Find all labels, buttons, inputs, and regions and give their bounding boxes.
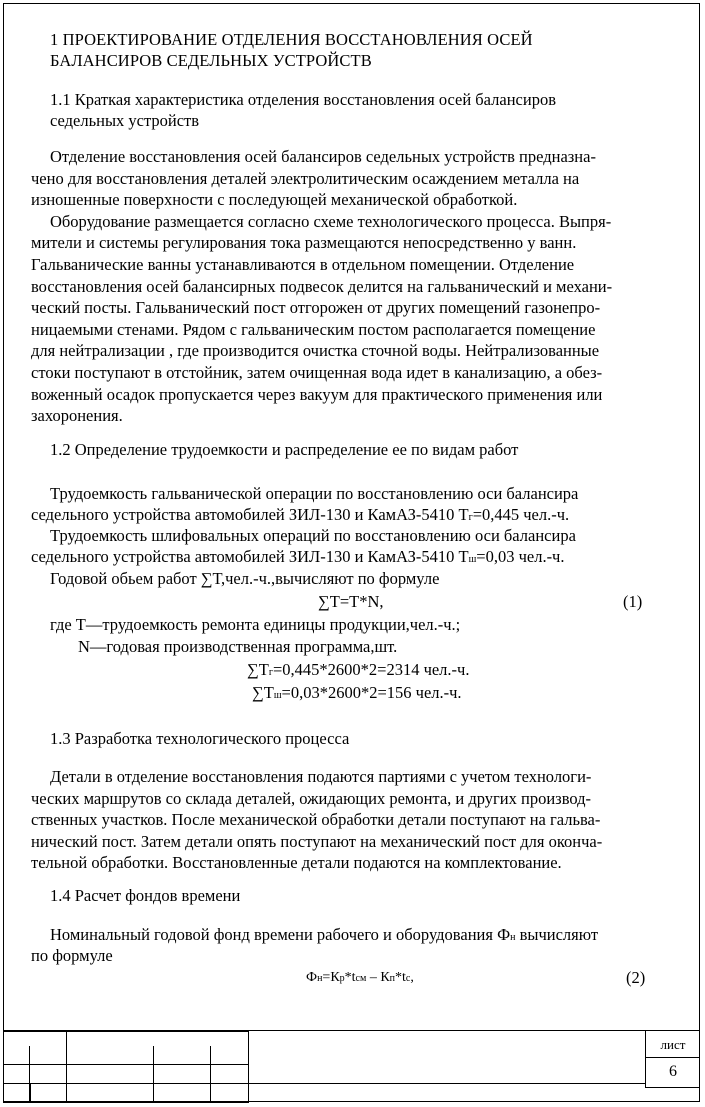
section-1-2-para-2-line-1: Трудоемкость шлифовальных операций по восстановлению оси балансира: [50, 526, 576, 545]
stamp-col-line: [29, 1083, 31, 1102]
chapter-heading-line-1: 1 ПРОЕКТИРОВАНИЕ ОТДЕЛЕНИЯ ВОССТАНОВЛЕНИЯ ОСЕЙ: [50, 30, 533, 49]
text: *t: [344, 970, 356, 985]
stamp-border: [3, 1102, 249, 1103]
formula-2: [306, 968, 414, 989]
stamp-row-line: [3, 1083, 249, 1084]
subscript: п: [389, 973, 396, 984]
text: – К: [366, 970, 390, 985]
section-1-2-para-1-line-2: [31, 505, 569, 528]
paragraph-line: Оборудование размещается согласно схеме технологического процесса. Выпря-: [50, 211, 612, 231]
paragraph-line: нический пост. Затем детали опять поступают на механический пост для оконча-: [31, 831, 603, 851]
chapter-heading-line-2: БАЛАНСИРОВ СЕДЕЛЬНЫХ УСТРОЙСТВ: [50, 51, 372, 70]
stamp-col-line: [248, 1031, 249, 1102]
paragraph-line: мители и системы регулирования тока размещаются непосредственно у ванн.: [31, 233, 577, 253]
paragraph-line: чено для восстановления деталей электролитическим осаждением металла на: [31, 168, 580, 188]
paragraph-line: ственных участков. После механической обработки детали поступают на гальва-: [31, 810, 601, 829]
stamp-row-line: [645, 1057, 700, 1058]
paragraph-line: ницаемыми стенами. Рядом с гальваническим постом располагается помещение: [31, 319, 596, 339]
text: ∑Т: [252, 683, 274, 702]
section-1-1-title-line-1: 1.1 Краткая характеристика отделения восстановления осей балансиров: [50, 90, 556, 109]
text: =0,445 чел.-ч.: [472, 505, 570, 524]
stamp-col-line: [66, 1031, 67, 1102]
text: *t: [395, 970, 406, 985]
section-1-4-line-2: по формуле: [31, 946, 113, 965]
paragraph-line: Отделение восстановления осей балансиров седельных устройств предназна-: [50, 147, 596, 166]
calc-galvanic: [247, 660, 469, 683]
calc-grinding: [252, 683, 462, 706]
section-1-4-title: 1.4 Расчет фондов времени: [50, 886, 241, 905]
subscript: н: [317, 973, 323, 984]
paragraph-line: ческих маршрутов со склада деталей, ожидающих ремонта, и других производ-: [31, 788, 592, 808]
formula-2-number: (2): [626, 968, 646, 987]
subscript: ш: [468, 554, 477, 565]
sheet-number: 6: [669, 1063, 677, 1080]
text: Ф: [306, 970, 318, 985]
subscript: г: [268, 667, 273, 678]
stamp-col-line: [210, 1046, 211, 1102]
text: седельного устройства автомобилей ЗИЛ-130 и КамАЗ-5410 Т: [31, 505, 469, 524]
text: ,: [410, 970, 414, 985]
subscript: н: [510, 932, 516, 943]
paragraph-line: захоронения.: [31, 406, 123, 426]
stamp-border: [249, 1030, 700, 1031]
section-1-2-para-1-line-1: Трудоемкость гальванической операции по восстановлению оси балансира: [50, 484, 579, 503]
paragraph-line: Гальванические ванны устанавливаются в отдельном помещении. Отделение: [31, 255, 575, 274]
stamp-row-line: [3, 1064, 249, 1065]
stamp-col-line: [153, 1046, 154, 1102]
section-1-2-para-3: Годовой обьем работ ∑Т,чел.-ч.,вычисляют по формуле: [50, 569, 440, 588]
text: седельного устройства автомобилей ЗИЛ-130 и КамАЗ-5410 Т: [31, 547, 469, 566]
formula-1-where-line-1: где Т—трудоемкость ремонта единицы продукции,чел.-ч.;: [50, 615, 461, 634]
section-1-2-title: 1.2 Определение трудоемкости и распределение ее по видам работ: [50, 440, 519, 459]
stamp-border: [3, 1030, 249, 1032]
stamp-border: [249, 1083, 645, 1084]
text: =0,03 чел.-ч.: [476, 547, 565, 566]
text: =0,445*2600*2=2314 чел.-ч.: [272, 660, 470, 679]
text: =0,03*2600*2=156 чел.-ч.: [281, 683, 462, 702]
paragraph-line: для нейтрализации , где производится очистка сточной воды. Нейтрализованные: [31, 341, 600, 361]
subscript: ш: [273, 690, 282, 701]
formula-1-where-line-2: N—годовая производственная программа,шт.: [78, 637, 398, 656]
paragraph-line: воженный осадок пропускается через вакуум для практического применения или: [31, 384, 603, 404]
sheet-label: лист: [660, 1037, 686, 1052]
subscript: р: [339, 973, 345, 984]
paragraph-line: ческий посты. Гальванический пост отгорожен от других помещений газонепро-: [31, 298, 601, 318]
paragraph-line: тельной обработки. Восстановленные детали подаются на комплектование.: [31, 853, 562, 872]
stamp-row-line: [645, 1087, 700, 1088]
subscript: с: [405, 973, 411, 984]
section-1-4-line-1: [50, 925, 598, 948]
paragraph-line: Детали в отделение восстановления подаются партиями с учетом технологи-: [50, 767, 592, 786]
paragraph-line: изношенные поверхности с последующей механической обработкой.: [31, 190, 518, 210]
section-1-1-title-line-2: седельных устройств: [50, 111, 200, 130]
section-1-3-title: 1.3 Разработка технологического процесса: [50, 729, 350, 748]
formula-1: ∑Т=Т*N,: [318, 592, 384, 611]
paragraph-line: стоки поступают в отстойник, затем очищенная вода идет в канализацию, а обез-: [31, 363, 603, 382]
paragraph-line: восстановления осей балансирных подвесок делится на гальванический и механи-: [31, 276, 613, 296]
text: вычисляют: [515, 925, 599, 944]
section-1-2-para-2-line-2: [31, 547, 565, 570]
text: Номинальный годовой фонд времени рабочего и оборудования Ф: [50, 925, 511, 944]
text: ∑Т: [247, 660, 269, 679]
formula-1-number: (1): [623, 592, 643, 611]
text: =К: [322, 970, 340, 985]
subscript: см: [355, 973, 367, 984]
subscript: г: [468, 512, 473, 523]
